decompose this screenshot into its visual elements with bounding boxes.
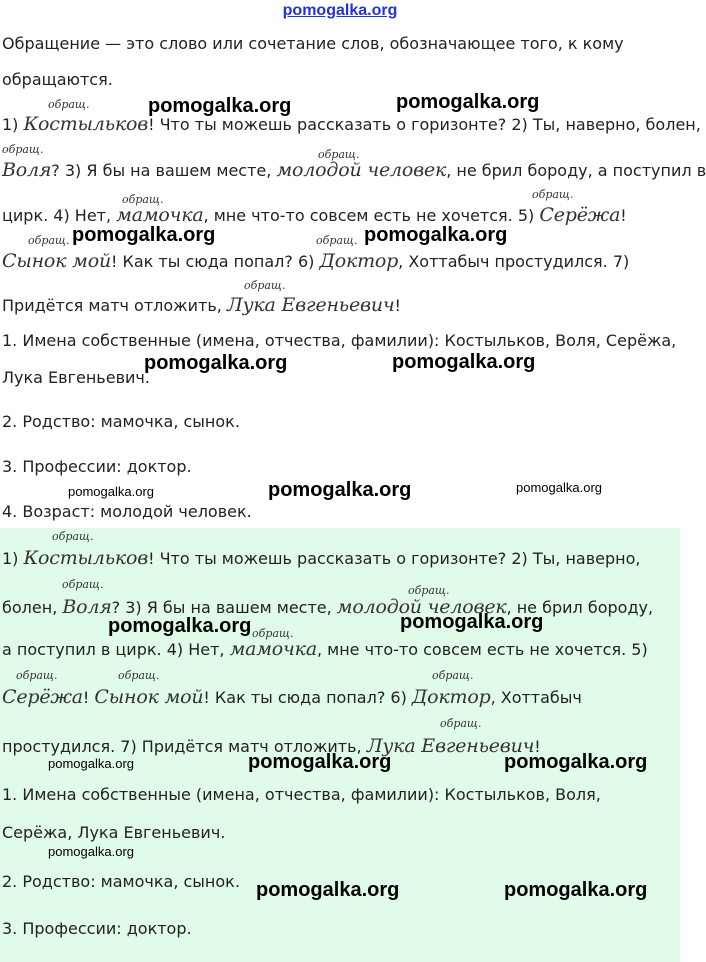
text-run: а поступил в цирк. 4) Нет,	[2, 640, 230, 659]
watermark: pomogalka.org	[504, 751, 648, 773]
address-synok: Сынок мой	[94, 686, 204, 708]
address-luka: Лука Евгеньевич	[366, 735, 535, 757]
address-synok: Сынок мой	[2, 250, 111, 272]
text-run: !	[82, 688, 95, 707]
address-label: обращ.	[48, 98, 90, 111]
address-mamochka: мамочка	[116, 204, 204, 226]
address-label: обращ.	[244, 279, 286, 292]
address-doktor: Доктор	[319, 250, 399, 272]
address-kostylkov: Костыльков	[23, 547, 149, 569]
address-label: обращ.	[52, 530, 94, 543]
text-run: , мне что-то совсем есть не хочется. 5)	[203, 206, 540, 225]
text-run: болен,	[2, 598, 63, 617]
address-label: обращ.	[440, 717, 482, 730]
watermark: pomogalka.org	[248, 751, 392, 773]
sentence-line-1	[2, 547, 640, 569]
watermark: pomogalka.org	[72, 224, 216, 246]
text-run: 1)	[2, 549, 24, 568]
address-young-man: молодой человек	[336, 596, 507, 618]
category-2: 2. Родство: мамочка, сынок.	[2, 872, 240, 891]
text-run: !	[394, 296, 401, 315]
watermark: pomogalka.org	[48, 844, 134, 859]
definition-line-1: Обращение — это слово или сочетание слов, обозначающее того, к кому	[2, 34, 624, 53]
address-volya: Воля	[62, 596, 112, 618]
category-1-line-2: Серёжа, Лука Евгеньевич.	[2, 823, 226, 842]
watermark: pomogalka.org	[268, 479, 412, 501]
watermark: pomogalka.org	[108, 615, 252, 637]
watermark: pomogalka.org	[68, 484, 154, 499]
text-run: ! Что ты можешь рассказать о горизонте? 2) Ты, наверно, болен,	[148, 115, 701, 134]
watermark: pomogalka.org	[516, 480, 602, 495]
address-kostylkov: Костыльков	[23, 113, 149, 135]
address-volya: Воля	[2, 159, 52, 181]
address-label: обращ.	[316, 234, 358, 247]
text-run: ! Что ты можешь рассказать о горизонте? 2) Ты, наверно,	[148, 549, 641, 568]
watermark: pomogalka.org	[504, 879, 648, 901]
address-label: обращ.	[318, 148, 360, 161]
watermark: pomogalka.org	[400, 611, 544, 633]
address-label: обращ.	[432, 669, 474, 682]
watermark: pomogalka.org	[364, 224, 508, 246]
text-run: , мне что-то совсем есть не хочется. 5)	[316, 640, 648, 659]
text-run: , Хоттабыч	[490, 688, 582, 707]
sentence-line-4	[2, 686, 582, 708]
address-label: обращ.	[408, 584, 450, 597]
address-label: обращ.	[62, 578, 104, 591]
watermark: pomogalka.org	[256, 879, 400, 901]
text-run: , не брил бороду, а поступил в	[446, 161, 706, 180]
category-1-line-1: 1. Имена собственные (имена, отчества, фамилии): Костыльков, Воля,	[2, 785, 601, 804]
site-header-link[interactable]: pomogalka.org	[282, 2, 398, 19]
address-label: обращ.	[2, 143, 44, 156]
text-run: , не брил бороду,	[506, 598, 654, 617]
category-3: 3. Профессии: доктор.	[2, 457, 192, 476]
address-label: обращ.	[118, 669, 160, 682]
category-1-line-2: Лука Евгеньевич.	[2, 368, 150, 387]
address-seryozha: Серёжа	[539, 204, 621, 226]
sentence-line-3	[2, 204, 627, 226]
watermark: pomogalka.org	[48, 756, 134, 771]
address-label: обращ.	[532, 188, 574, 201]
category-3: 3. Профессии: доктор.	[2, 919, 192, 938]
watermark: pomogalka.org	[148, 95, 292, 117]
address-label: обращ.	[16, 669, 58, 682]
sentence-line-2	[2, 596, 653, 618]
address-young-man: молодой человек	[276, 159, 447, 181]
address-label: обращ.	[122, 193, 164, 206]
text-run: цирк. 4) Нет,	[2, 206, 117, 225]
text-run: простудился. 7) Придётся матч отложить,	[2, 737, 367, 756]
sentence-line-2	[2, 159, 706, 181]
watermark: pomogalka.org	[144, 352, 288, 374]
text-run: ! Как ты сюда попал? 6)	[203, 688, 412, 707]
text-run: ? 3) Я бы на вашем месте,	[51, 161, 277, 180]
address-mamochka: мамочка	[229, 638, 317, 660]
category-4: 4. Возраст: молодой человек.	[2, 502, 252, 521]
address-label: обращ.	[28, 234, 70, 247]
address-doktor: Доктор	[411, 686, 491, 708]
category-2: 2. Родство: мамочка, сынок.	[2, 412, 240, 431]
text-run: ? 3) Я бы на вашем месте,	[111, 598, 337, 617]
text-run: Придётся матч отложить,	[2, 296, 227, 315]
text-run: !	[534, 737, 541, 756]
address-luka: Лука Евгеньевич	[226, 294, 395, 316]
sentence-line-3	[2, 638, 648, 660]
watermark: pomogalka.org	[392, 351, 536, 373]
text-run: , Хоттабыч простудился. 7)	[398, 252, 630, 271]
sentence-line-4	[2, 250, 629, 272]
text-run: ! Как ты сюда попал? 6)	[110, 252, 320, 271]
text-run: !	[620, 206, 627, 225]
text-run: 1)	[2, 115, 24, 134]
address-seryozha: Серёжа	[2, 686, 83, 708]
sentence-line-5	[2, 294, 401, 316]
definition-line-2: обращаются.	[2, 70, 113, 89]
category-1-line-1: 1. Имена собственные (имена, отчества, фамилии): Костыльков, Воля, Серёжа,	[2, 331, 677, 350]
sentence-line-1	[2, 113, 701, 135]
watermark: pomogalka.org	[396, 91, 540, 113]
address-label: обращ.	[252, 627, 294, 640]
